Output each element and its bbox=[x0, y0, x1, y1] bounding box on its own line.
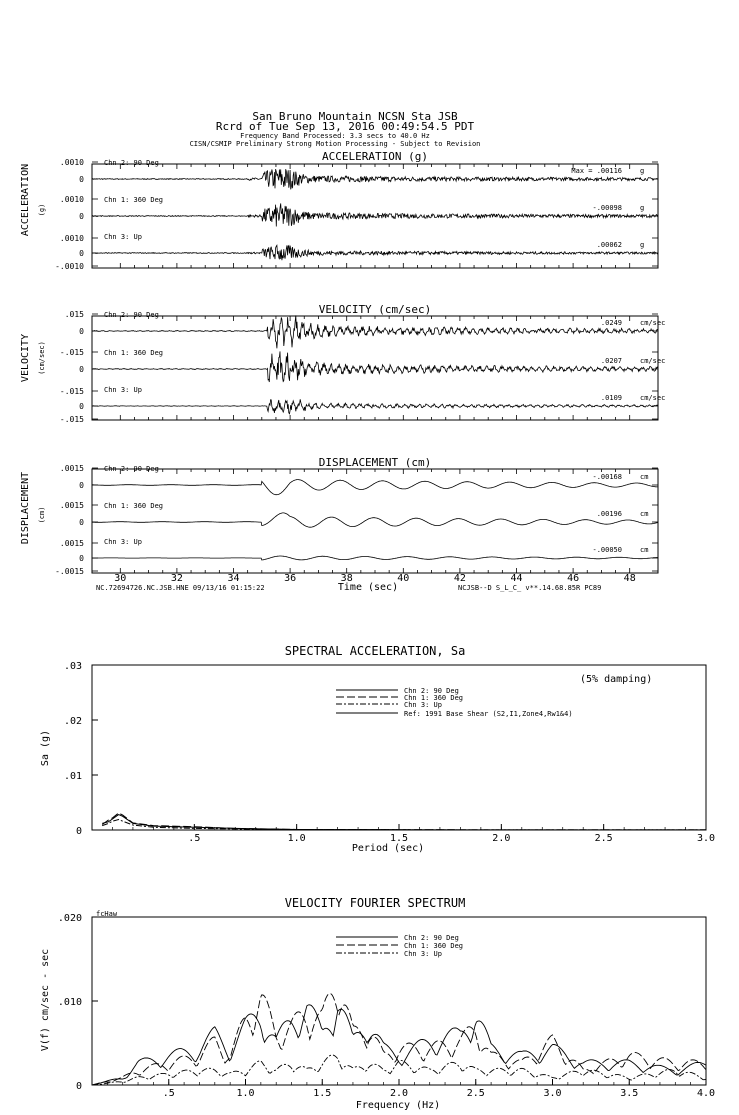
sa-frame bbox=[92, 665, 706, 830]
station-title: San Bruno Mountain NCSN Sta JSB bbox=[252, 110, 458, 123]
y-tick-label: 0 bbox=[79, 249, 84, 258]
peak-value: .0249 bbox=[600, 319, 622, 327]
sa-x-tick-label: 2.0 bbox=[492, 833, 511, 844]
fourier-y-tick-label: .020 bbox=[57, 913, 82, 924]
fourier-x-tick-label: 3.0 bbox=[543, 1088, 562, 1099]
sa-xlabel: Period (sec) bbox=[351, 843, 425, 854]
sa-series-line bbox=[102, 820, 706, 830]
peak-value: -.00168 bbox=[592, 473, 622, 481]
channel-label: Chn 1: 360 Deg bbox=[104, 196, 164, 204]
sa-x-tick-label: 3.0 bbox=[696, 833, 716, 844]
time-tick-label: 48 bbox=[623, 573, 636, 584]
time-tick-label: 42 bbox=[453, 573, 466, 584]
channel-label: Chn 2: 90 Deg bbox=[104, 311, 159, 319]
y-tick-label: 0 bbox=[79, 518, 84, 527]
peak-value: .0109 bbox=[600, 394, 622, 402]
y-tick-label: .015 bbox=[64, 310, 84, 319]
displacement-title: DISPLACEMENT (cm) bbox=[318, 456, 432, 469]
footer-right: NCJSB--D S_L_C_ v**.14.68.85R PC89 bbox=[458, 584, 602, 592]
fourier-x-tick-label: .5 bbox=[162, 1088, 175, 1099]
peak-value: Max = .00116 bbox=[571, 167, 622, 175]
peak-unit: g bbox=[640, 241, 645, 249]
sa-x-tick-label: .5 bbox=[188, 833, 201, 844]
channel-label: Chn 1: 360 Deg bbox=[104, 502, 164, 510]
sa-title: SPECTRAL ACCELERATION, Sa bbox=[284, 644, 466, 658]
time-tick-label: 36 bbox=[284, 573, 297, 584]
peak-value: .00062 bbox=[596, 241, 622, 249]
peak-unit: cm/sec bbox=[640, 319, 666, 327]
fourier-x-tick-label: 3.5 bbox=[620, 1088, 639, 1099]
fourier-corner-label: fcHaw bbox=[96, 910, 118, 918]
fourier-legend-label: Chn 2: 90 Deg bbox=[404, 934, 459, 942]
fourier-plot bbox=[58, 913, 715, 1099]
fourier-x-tick-label: 2.5 bbox=[466, 1088, 485, 1099]
velocity-yunit: (cm/sec) bbox=[38, 341, 46, 375]
waveform-trace bbox=[92, 556, 658, 560]
peak-value: -.00050 bbox=[592, 546, 622, 554]
peak-unit: cm/sec bbox=[640, 357, 666, 365]
displacement-ylabel: DISPLACEMENT bbox=[20, 471, 31, 545]
time-tick-label: 34 bbox=[227, 573, 240, 584]
y-tick-label: .0015 bbox=[59, 501, 84, 510]
time-series-traces bbox=[55, 158, 665, 584]
waveform-trace bbox=[92, 513, 658, 527]
time-axis-label: Time (sec) bbox=[337, 582, 399, 593]
velocity-title: VELOCITY (cm/sec) bbox=[318, 303, 432, 316]
acceleration-ylabel: ACCELERATION bbox=[20, 163, 31, 237]
y-tick-label: 0 bbox=[79, 365, 84, 374]
sa-y-tick-label: 0 bbox=[75, 826, 82, 837]
y-tick-label: 0 bbox=[79, 402, 84, 411]
time-tick-label: 46 bbox=[567, 573, 580, 584]
sa-x-tick-label: 1.5 bbox=[389, 833, 409, 844]
processing-title: CISN/CSMIP Preliminary Strong Motion Processing - Subject to Revision bbox=[189, 140, 481, 148]
fourier-series-line bbox=[92, 1005, 706, 1085]
sa-legend-label: Ref: 1991 Base Shear (S2,I1,Zone4,Rw1&4) bbox=[404, 710, 573, 718]
acceleration-yunit: (g) bbox=[38, 203, 46, 217]
footer-left: NC.72694726.NC.JSB.HNE 09/13/16 01:15:22 bbox=[96, 584, 265, 592]
peak-unit: cm/sec bbox=[640, 394, 666, 402]
fourier-title: VELOCITY FOURIER SPECTRUM bbox=[284, 896, 466, 910]
channel-label: Chn 3: Up bbox=[104, 538, 142, 546]
y-tick-label: .0010 bbox=[59, 195, 84, 204]
sa-ylabel: Sa (g) bbox=[40, 729, 51, 767]
fourier-ylabel: V(f) cm/sec - sec bbox=[40, 948, 51, 1052]
sa-y-tick-label: .02 bbox=[63, 716, 82, 727]
sa-y-tick-label: .03 bbox=[63, 661, 82, 672]
fourier-legend-label: Chn 1: 360 Deg bbox=[404, 942, 464, 950]
sa-legend-label: Chn 2: 90 Deg bbox=[404, 687, 459, 695]
peak-unit: cm bbox=[640, 546, 649, 554]
time-tick-label: 40 bbox=[397, 573, 410, 584]
time-tick-label: 32 bbox=[170, 573, 183, 584]
y-tick-label: -.015 bbox=[59, 415, 84, 424]
velocity-ylabel: VELOCITY bbox=[20, 333, 31, 383]
fourier-y-tick-label: .010 bbox=[57, 997, 82, 1008]
waveform-trace bbox=[92, 480, 658, 495]
fourier-x-tick-label: 2.0 bbox=[389, 1088, 409, 1099]
y-tick-label: -.0015 bbox=[55, 567, 84, 576]
y-tick-label: -.015 bbox=[59, 348, 84, 357]
fourier-series-line bbox=[92, 993, 706, 1085]
y-tick-label: .0015 bbox=[59, 539, 84, 548]
band-title: Frequency Band Processed: 3.3 secs to 40.0 Hz bbox=[240, 132, 430, 140]
y-tick-label: 0 bbox=[79, 175, 84, 184]
y-tick-label: 0 bbox=[79, 327, 84, 336]
peak-unit: cm bbox=[640, 510, 649, 518]
sa-x-tick-label: 1.0 bbox=[287, 833, 306, 844]
sa-x-tick-label: 2.5 bbox=[594, 833, 613, 844]
sa-damping-note: (5% damping) bbox=[580, 674, 653, 685]
y-tick-label: 0 bbox=[79, 212, 84, 221]
fourier-x-tick-label: 1.0 bbox=[236, 1088, 255, 1099]
record-title: Rcrd of Tue Sep 13, 2016 00:49:54.5 PDT bbox=[215, 120, 475, 133]
peak-value: -.00098 bbox=[592, 204, 622, 212]
peak-unit: g bbox=[640, 167, 645, 175]
time-tick-label: 44 bbox=[510, 573, 523, 584]
waveform-trace bbox=[92, 399, 658, 414]
fourier-legend-label: Chn 3: Up bbox=[404, 950, 442, 958]
channel-label: Chn 2: 90 Deg bbox=[104, 465, 159, 473]
y-tick-label: .0010 bbox=[59, 158, 84, 167]
y-tick-label: -.015 bbox=[59, 387, 84, 396]
time-tick-label: 38 bbox=[340, 573, 353, 584]
fourier-x-tick-label: 1.5 bbox=[313, 1088, 332, 1099]
y-tick-label: -.0010 bbox=[55, 262, 84, 271]
sa-legend-label: Chn 3: Up bbox=[404, 701, 442, 709]
sa-series-line bbox=[102, 815, 706, 830]
y-tick-label: 0 bbox=[79, 554, 84, 563]
y-tick-label: .0010 bbox=[59, 234, 84, 243]
y-tick-label: 0 bbox=[79, 481, 84, 490]
fourier-y-tick-label: 0 bbox=[75, 1081, 82, 1092]
channel-label: Chn 1: 360 Deg bbox=[104, 349, 164, 357]
displacement-yunit: (cm) bbox=[38, 506, 46, 524]
peak-unit: cm bbox=[640, 473, 649, 481]
peak-value: .0207 bbox=[600, 357, 622, 365]
channel-label: Chn 3: Up bbox=[104, 233, 142, 241]
acceleration-title: ACCELERATION (g) bbox=[322, 150, 428, 163]
sa-legend-label: Chn 1: 360 Deg bbox=[404, 694, 464, 702]
fourier-xlabel: Frequency (Hz) bbox=[355, 1100, 441, 1111]
peak-unit: g bbox=[640, 204, 645, 212]
waveform-trace bbox=[92, 245, 658, 260]
sa-y-tick-label: .01 bbox=[63, 771, 82, 782]
fourier-x-tick-label: 4.0 bbox=[696, 1088, 716, 1099]
channel-label: Chn 2: 90 Deg bbox=[104, 159, 159, 167]
channel-label: Chn 3: Up bbox=[104, 386, 142, 394]
waveform-trace bbox=[92, 351, 658, 382]
waveform-trace bbox=[92, 203, 658, 226]
sa-plot bbox=[64, 661, 715, 844]
peak-value: .00196 bbox=[596, 510, 622, 518]
time-tick-label: 30 bbox=[114, 573, 127, 584]
y-tick-label: .0015 bbox=[59, 464, 84, 473]
